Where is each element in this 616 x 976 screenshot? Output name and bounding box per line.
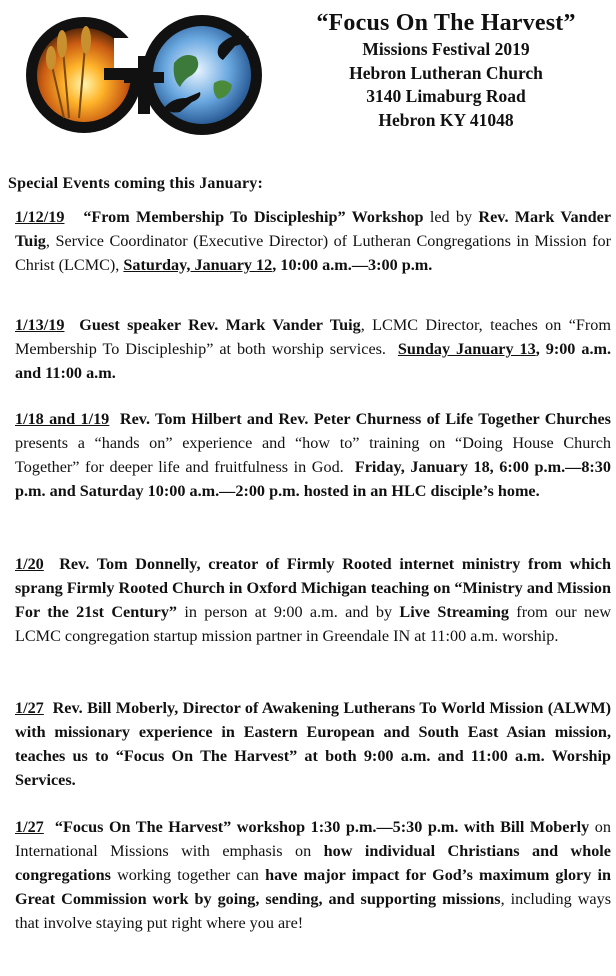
festival-subtitle: Missions Festival 2019	[362, 39, 530, 59]
event-date: 1/13/19	[15, 316, 65, 334]
event-item	[15, 205, 616, 277]
event-text: on International Missions with emphasis on	[15, 818, 616, 860]
church-name: Hebron Lutheran Church	[349, 62, 543, 83]
event-text: Rev. Tom Hilbert and Rev. Peter Churness of Life Together Churches	[109, 410, 611, 428]
event-item	[15, 696, 616, 792]
event-text: “Focus On The Harvest” workshop 1:30 p.m.—5:30 p.m. with Bill Moberly	[43, 818, 590, 836]
event-date: 1/27	[15, 818, 44, 836]
event-text: have major impact for God’s maximum glory in Great Commission work by going, sending, and supporting missions	[15, 866, 616, 908]
event-text: , LCMC Director, teaches on “From Membership To Discipleship” at both worship services.	[15, 316, 616, 358]
event-text: working together can	[110, 866, 266, 884]
event-item	[15, 552, 616, 648]
flyer-header	[276, 8, 616, 132]
event-date: 1/20	[15, 555, 44, 573]
event-text: in person at 9:00 a.m. and by	[177, 603, 400, 621]
event-text: , 10:00 a.m.—3:00 p.m.	[272, 256, 433, 274]
event-date: 1/18 and 1/19	[15, 410, 110, 428]
event-text: Rev. Tom Donnelly, creator of Firmly Rooted internet ministry from which sprang Firmly Rooted Church in Oxford Michigan teaching on “Ministry and Mission For the 21st Century”	[15, 555, 616, 621]
event-date: 1/12/19	[15, 208, 65, 226]
event-date: 1/27	[15, 699, 44, 717]
event-text: from our new LCMC congregation startup mission partner in Greendale IN at 11:00 a.m. worship.	[15, 603, 616, 645]
go-logo-icon	[14, 8, 274, 143]
event-text: Saturday, January 12	[123, 256, 273, 274]
event-text: Sunday January 13	[397, 340, 536, 358]
event-text: “From Membership To Discipleship” Workshop	[64, 208, 424, 226]
event-text: Live Streaming	[399, 603, 509, 621]
event-text: Rev. Mark Vander Tuig	[15, 208, 615, 250]
church-city: Hebron KY 41048	[378, 109, 514, 130]
event-text: Rev. Bill Moberly, Director of Awakening Lutherans To World Mission (ALWM) with missionary experience in Eastern European and South East Asian mission, teaches us to “Focus On The Harvest” at both 9:00 a.m. and 11:00 a.m. Worship Services.	[15, 699, 616, 789]
intro-heading: Special Events coming this January:	[8, 175, 264, 192]
event-text: how individual Christians and whole congregations	[15, 842, 616, 884]
flyer-title: “Focus On The Harvest”	[316, 10, 576, 36]
event-item	[15, 407, 616, 503]
event-item	[15, 313, 616, 385]
event-text: , including ways that involve staying put right where you are!	[15, 890, 616, 932]
church-street: 3140 Limaburg Road	[366, 86, 526, 106]
event-text: , Service Coordinator (Executive Director) of Lutheran Congregations in Mission for Christ (LCMC),	[15, 232, 616, 274]
event-text: , 9:00 a.m. and 11:00 a.m.	[15, 340, 616, 382]
event-text: presents a “hands on” experience and “how to” training on “Doing House Church Together” for deeper life and fruitfulness in God.	[15, 410, 616, 476]
event-text: Guest speaker Rev. Mark Vander Tuig	[64, 316, 361, 334]
event-text: Friday, January 18, 6:00 p.m.—8:30 p.m. and Saturday 10:00 a.m.—2:00 p.m. hosted in an HLC disciple’s home.	[15, 458, 616, 500]
event-text: led by	[423, 208, 479, 226]
event-item	[15, 815, 616, 935]
